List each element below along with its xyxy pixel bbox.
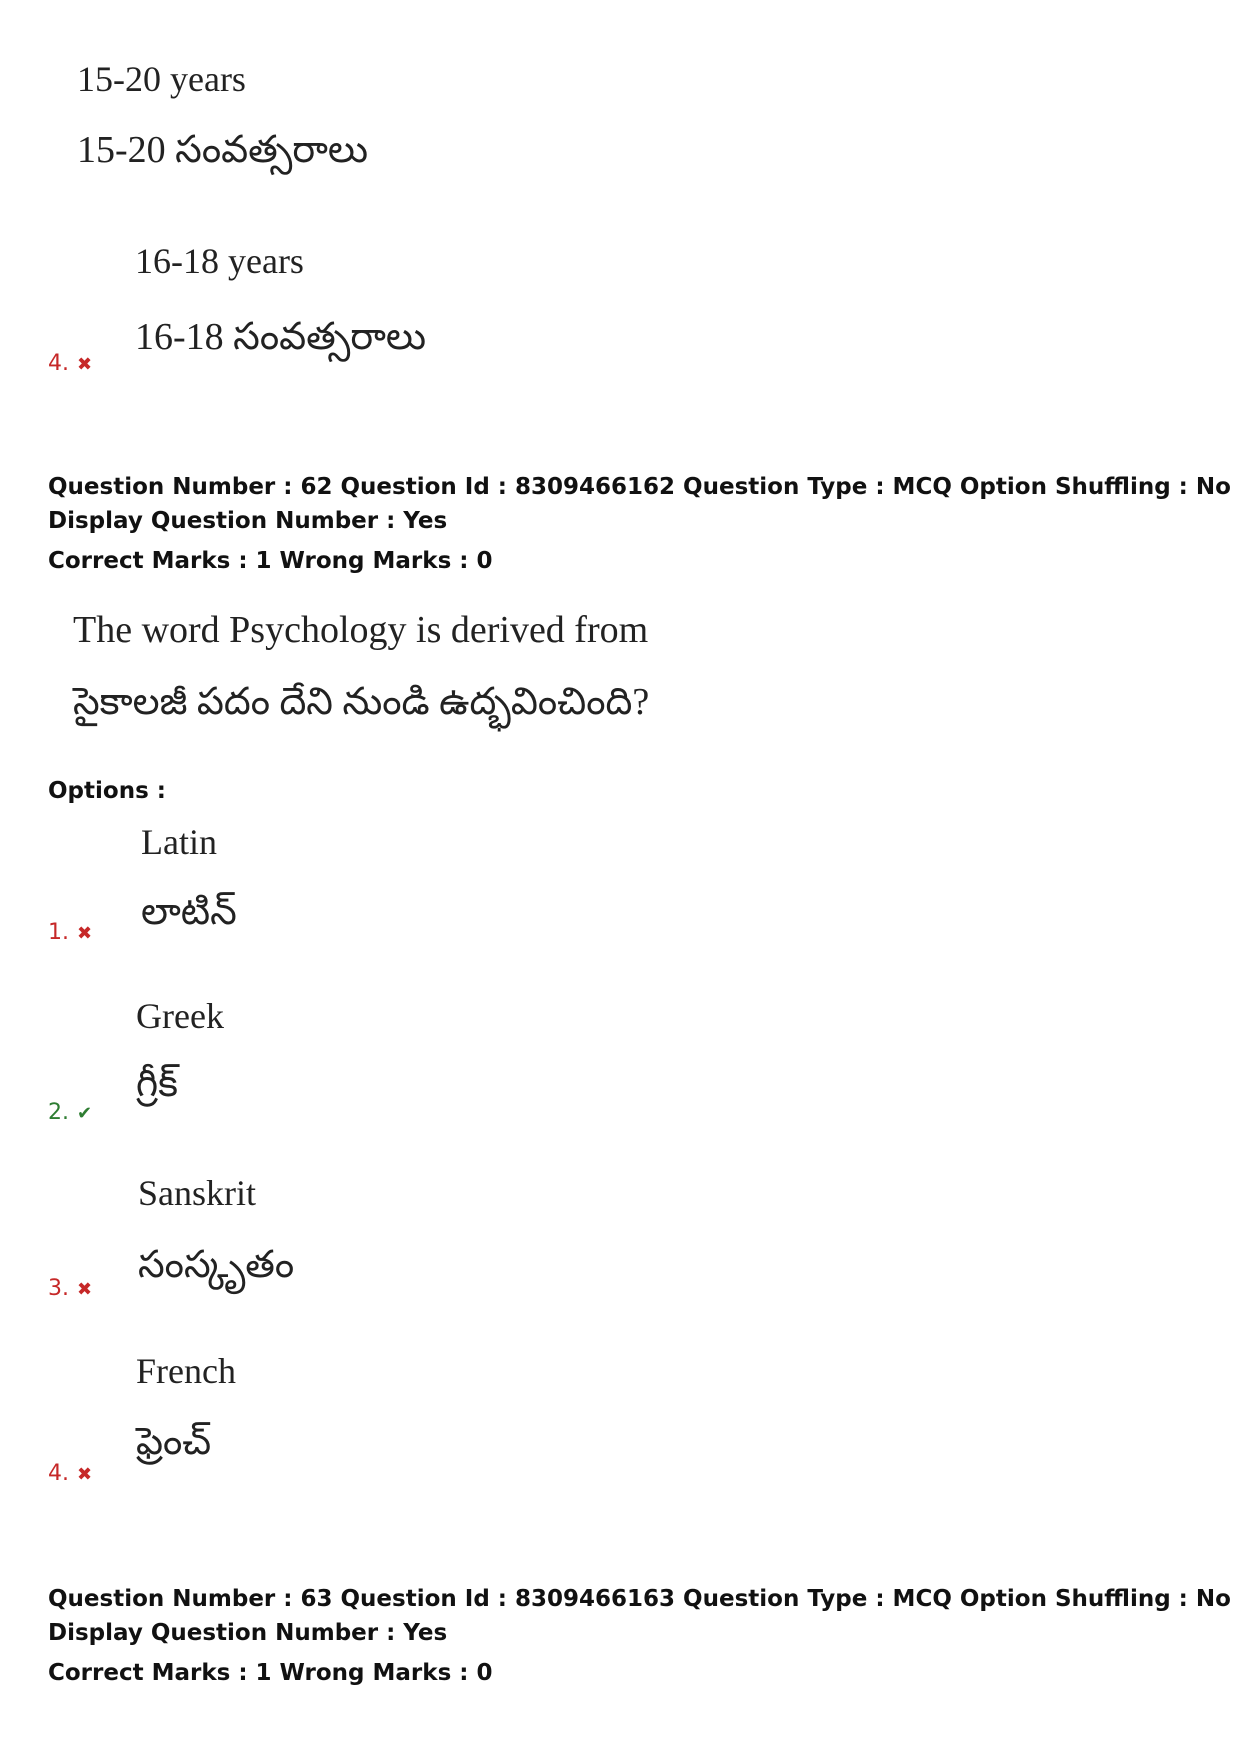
option-2-number	[48, 1100, 92, 1125]
option-3-telugu: సంస్కృతం	[138, 1244, 295, 1286]
options-label: Options :	[48, 778, 166, 804]
option-number: 4.	[48, 351, 69, 376]
option-2-english: Greek	[136, 996, 224, 1036]
option-number: 1.	[48, 920, 69, 945]
prev-option-3-english: 15-20 years	[77, 59, 246, 99]
question-62-text-telugu: సైకాలజీ పదం దేని నుండి ఉద్భవించింది?	[73, 681, 650, 723]
cross-icon: ✖	[77, 354, 93, 375]
cross-icon: ✖	[77, 1279, 93, 1300]
option-1-number	[48, 920, 92, 945]
question-62-meta-line3: Correct Marks : 1 Wrong Marks : 0	[48, 548, 493, 574]
option-number: 2.	[48, 1100, 69, 1125]
option-3-number	[48, 1276, 92, 1301]
check-icon: ✔	[77, 1103, 93, 1124]
prev-option-4-number	[48, 351, 92, 376]
prev-option-4-english: 16-18 years	[135, 241, 304, 281]
cross-icon: ✖	[77, 1464, 93, 1485]
option-4-english: French	[136, 1351, 236, 1391]
option-1-english: Latin	[141, 822, 217, 862]
question-62-meta-line2: Display Question Number : Yes	[48, 508, 448, 534]
question-62-text-english: The word Psychology is derived from	[73, 609, 649, 651]
option-2-telugu: గ్రీక్	[136, 1063, 178, 1105]
option-4-number	[48, 1461, 92, 1486]
question-62-meta-line1: Question Number : 62 Question Id : 8309466162 Question Type : MCQ Option Shuffling : No	[48, 474, 1231, 500]
option-number: 3.	[48, 1276, 69, 1301]
question-63-meta-line2: Display Question Number : Yes	[48, 1620, 448, 1646]
option-3-english: Sanskrit	[138, 1173, 257, 1213]
question-63-meta-line1: Question Number : 63 Question Id : 8309466163 Question Type : MCQ Option Shuffling : No	[48, 1586, 1231, 1612]
option-1-telugu: లాటిన్	[141, 891, 237, 933]
prev-option-3-telugu: 15-20 సంవత్సరాలు	[77, 129, 369, 171]
cross-icon: ✖	[77, 923, 93, 944]
prev-option-4-telugu: 16-18 సంవత్సరాలు	[135, 316, 427, 358]
option-4-telugu: ఫ్రెంచ్	[136, 1421, 212, 1463]
question-63-meta-line3: Correct Marks : 1 Wrong Marks : 0	[48, 1660, 493, 1686]
option-number: 4.	[48, 1461, 69, 1486]
